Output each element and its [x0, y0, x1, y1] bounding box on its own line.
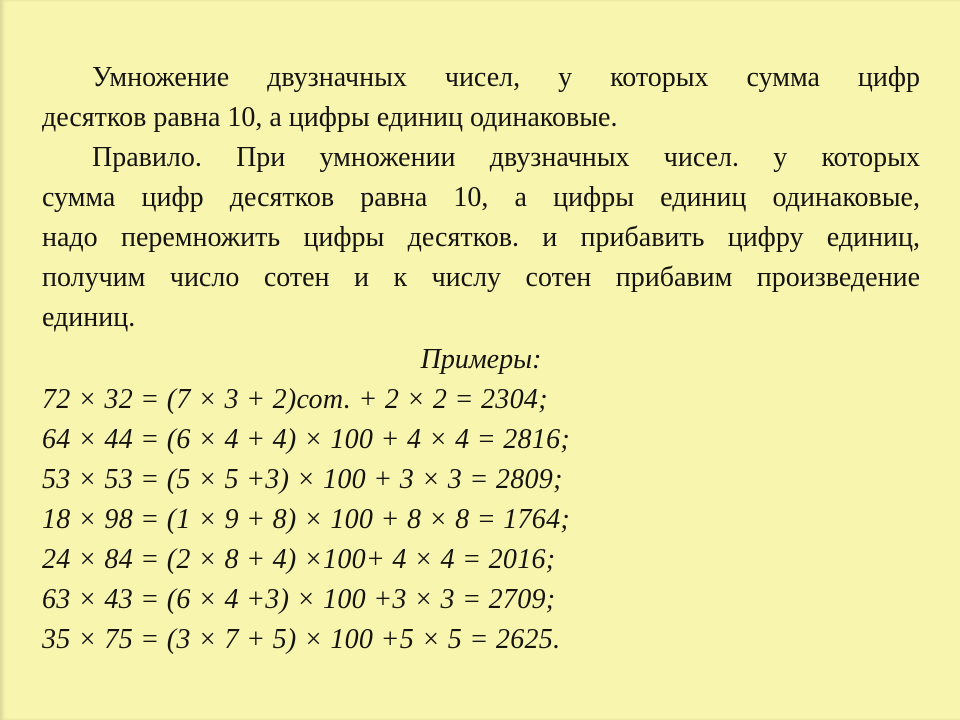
example-equation: 24 × 84 = (2 × 8 + 4) ×100+ 4 × 4 = 2016; — [42, 544, 556, 575]
text-line: Умножение двузначных чисел, у которых сумма цифр — [92, 62, 920, 93]
text-line: Правило. При умножении двузначных чисел. у которых — [92, 142, 920, 173]
text-line: получим число сотен и к числу сотен прибавим произведение — [42, 262, 920, 293]
text-line: единиц. — [42, 302, 136, 333]
text-line: надо перемножить цифры десятков. и прибавить цифру единиц, — [42, 222, 920, 253]
text-line: сумма цифр десятков равна 10, а цифры единиц одинаковые, — [42, 182, 920, 213]
text-line: десятков равна 10, а цифры единиц одинаковые. — [42, 102, 618, 133]
example-equation: 35 × 75 = (3 × 7 + 5) × 100 +5 × 5 = 2625. — [42, 624, 561, 655]
rule-paragraph — [42, 138, 920, 338]
example-equation: 72 × 32 = (7 × 3 + 2)сот. + 2 × 2 = 2304; — [42, 384, 548, 415]
example-equation: 64 × 44 = (6 × 4 + 4) × 100 + 4 × 4 = 2816; — [42, 424, 571, 455]
example-equation: 53 × 53 = (5 × 5 +3) × 100 + 3 × 3 = 2809; — [42, 464, 563, 495]
intro-paragraph — [42, 58, 920, 138]
examples-list — [42, 380, 920, 660]
examples-heading: Примеры: — [420, 344, 542, 375]
example-equation: 63 × 43 = (6 × 4 +3) × 100 +3 × 3 = 2709; — [42, 584, 556, 615]
example-equation: 18 × 98 = (1 × 9 + 8) × 100 + 8 × 8 = 1764; — [42, 504, 571, 535]
